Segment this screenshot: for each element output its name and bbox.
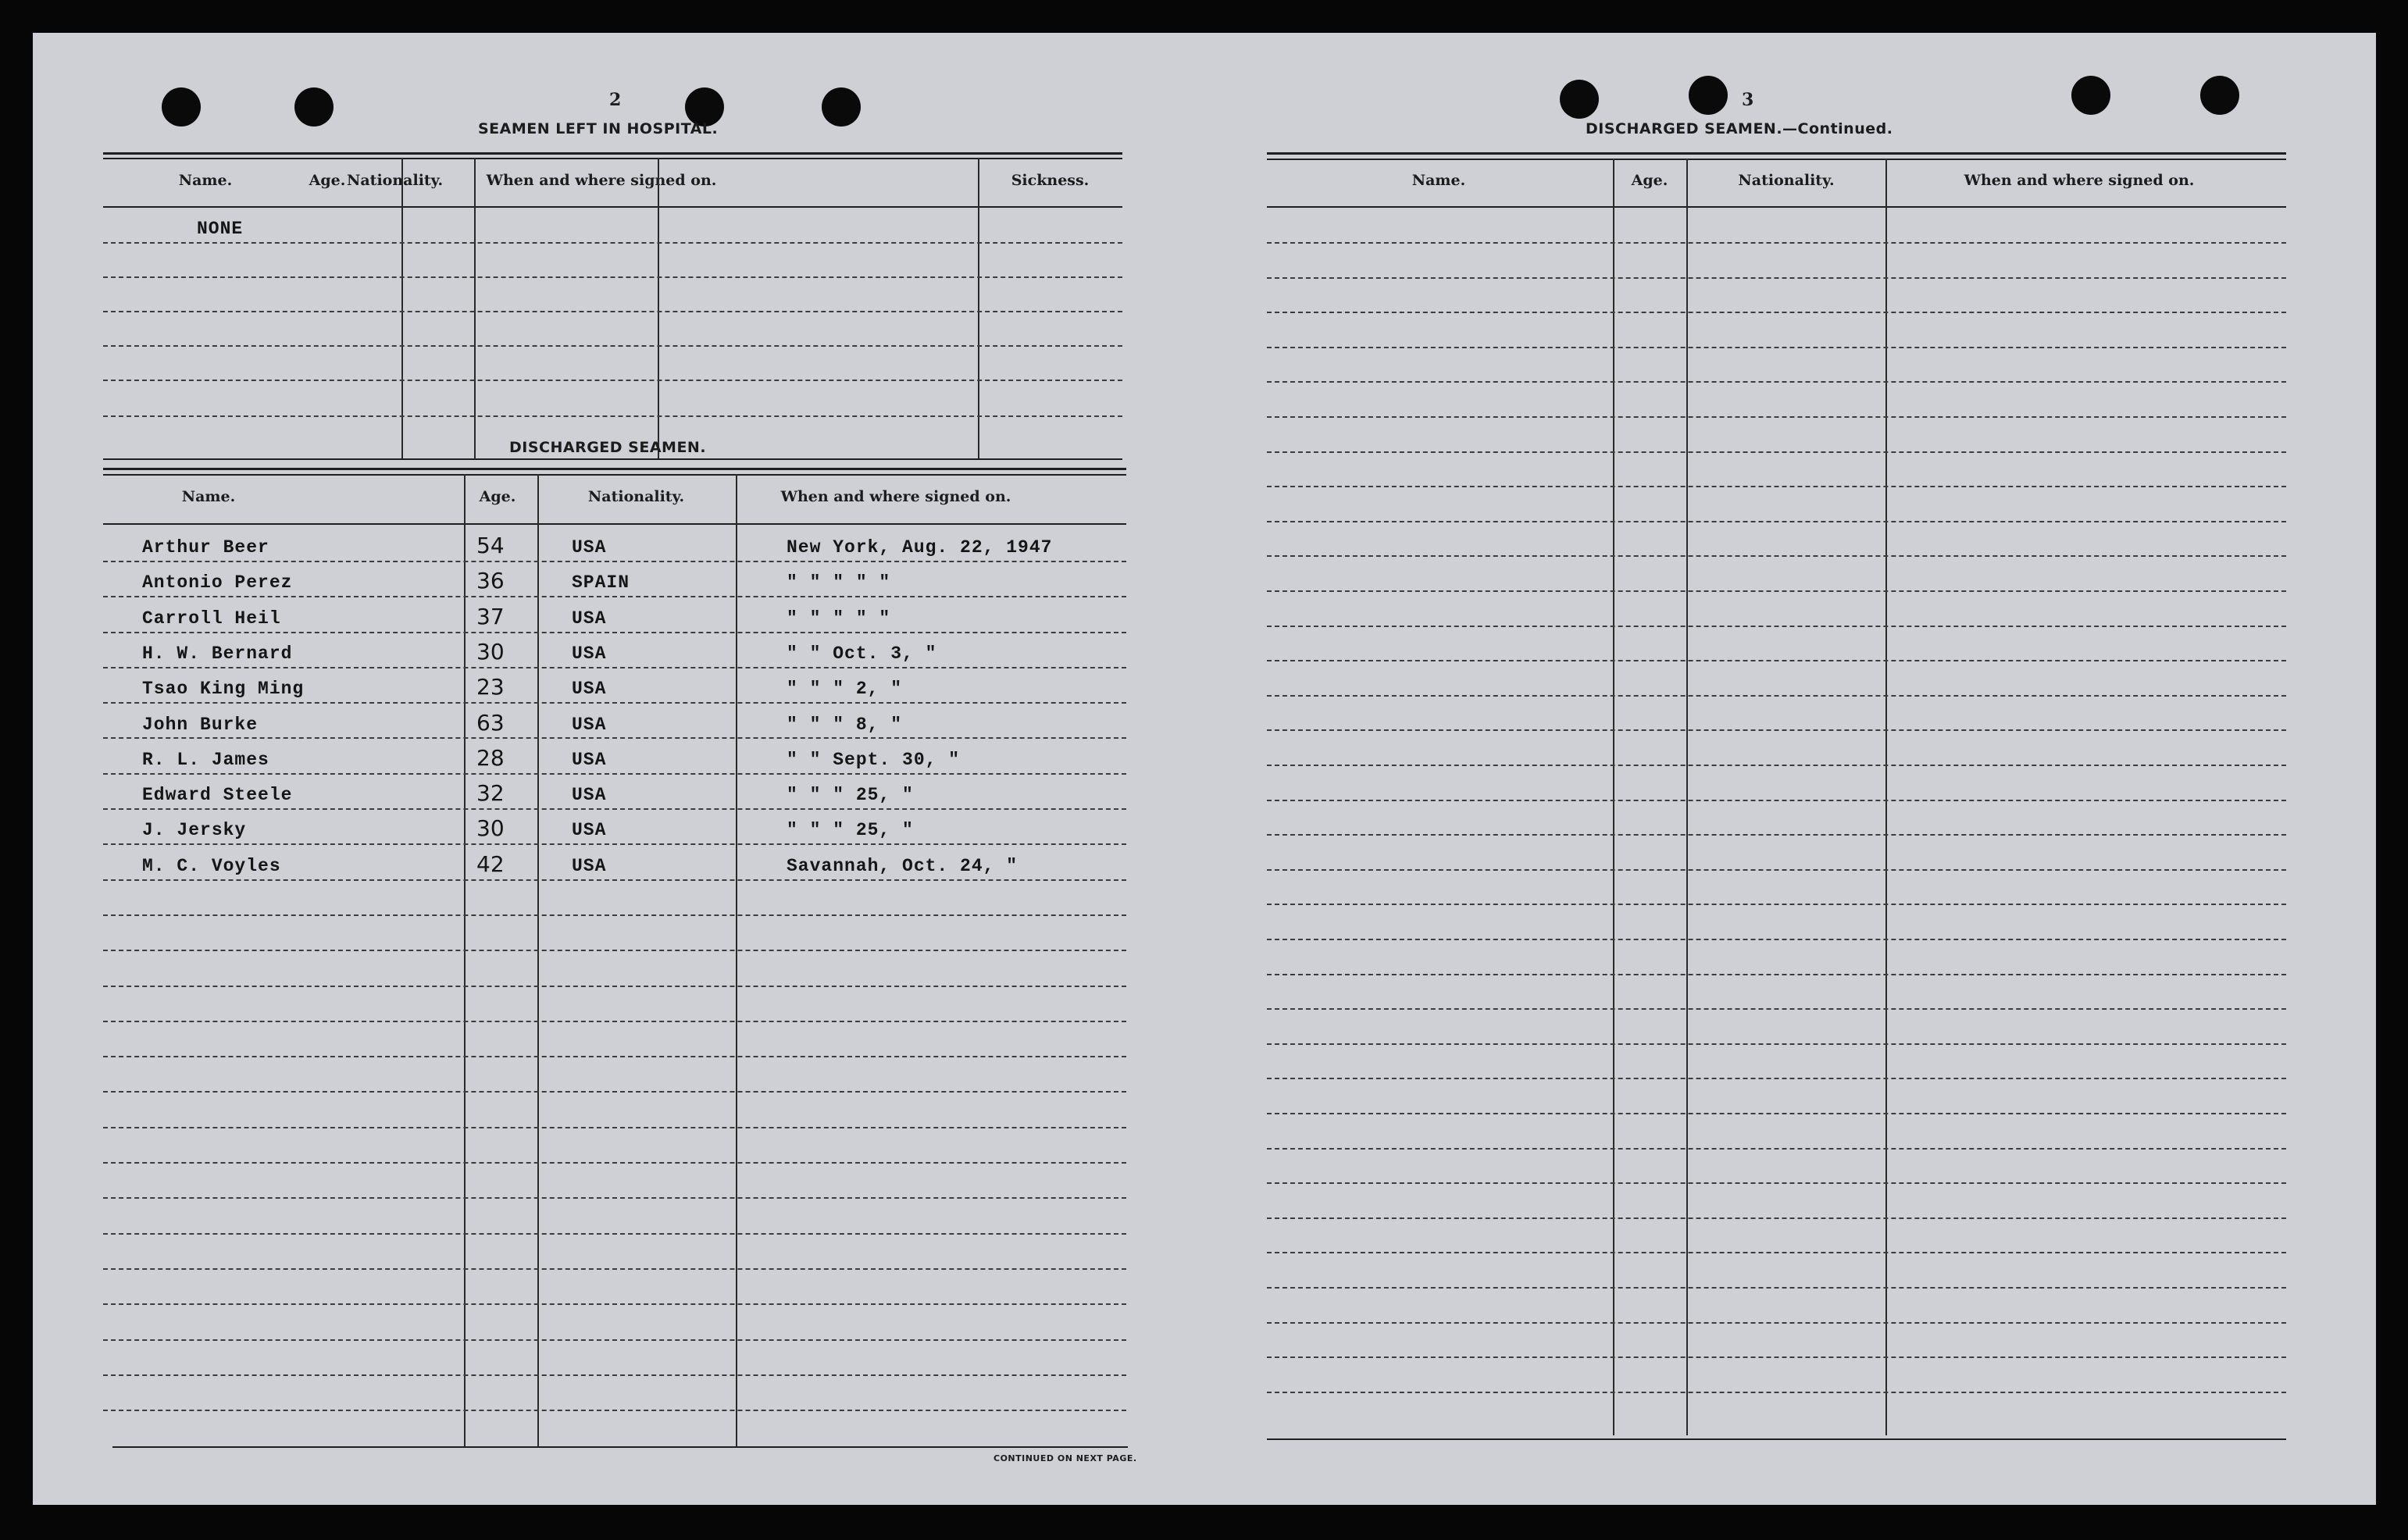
ruled-line: [103, 737, 1126, 739]
seaman-nationality: USA: [572, 643, 607, 664]
discharged-top-rule-2: [103, 474, 1126, 476]
ruled-line: [1267, 660, 2286, 661]
seaman-age: 54: [476, 533, 505, 558]
continued-top-rule-2: [1267, 159, 2286, 160]
col-head-name: Name.: [178, 172, 233, 189]
ruled-line: [103, 879, 1126, 881]
ruled-line: [1267, 1148, 2286, 1150]
seaman-signed-on: " " Oct. 3, ": [787, 643, 937, 664]
seaman-name: Edward Steele: [142, 785, 293, 805]
ruled-line: [103, 1091, 1126, 1093]
ruled-line: [103, 1233, 1126, 1235]
title-main: DISCHARGED SEAMEN.: [1586, 120, 1783, 137]
ruled-line: [103, 1268, 1126, 1270]
ruled-line: [103, 1410, 1126, 1411]
ruled-line: [1267, 1043, 2286, 1045]
ruled-line: [103, 773, 1126, 775]
hospital-col-divider: [978, 158, 979, 458]
hospital-col-divider: [474, 158, 476, 458]
continued-col-signed-on: When and where signed on.: [1964, 172, 2195, 189]
ruled-line: [1267, 1217, 2286, 1219]
ruled-line: [1267, 416, 2286, 418]
ruled-line: [1267, 834, 2286, 836]
seaman-age: 42: [476, 851, 505, 877]
ruled-line: [1267, 1182, 2286, 1184]
ruled-line: [1267, 1356, 2286, 1358]
discharged-col-divider: [464, 474, 466, 1446]
ruled-line: [103, 1339, 1126, 1341]
continued-col-nationality: Nationality.: [1738, 172, 1835, 189]
ruled-line: [1267, 521, 2286, 522]
seaman-age: 63: [476, 710, 505, 736]
ruled-line: [103, 632, 1126, 633]
title-suffix: —Continued.: [1782, 120, 1893, 137]
ruled-line: [1267, 1008, 2286, 1010]
ruled-line: [1267, 486, 2286, 487]
discharged-col-divider: [736, 474, 737, 1446]
ruled-line: [1267, 800, 2286, 801]
continued-top-rule: [1267, 152, 2286, 155]
ruled-line: [103, 843, 1126, 845]
seaman-age: 30: [476, 639, 505, 665]
seaman-age: 30: [476, 815, 505, 841]
ruled-line: [1267, 1287, 2286, 1289]
hospital-section-title: SEAMEN LEFT IN HOSPITAL.: [478, 120, 719, 137]
seaman-nationality: USA: [572, 608, 607, 629]
seaman-signed-on: " " Sept. 30, ": [787, 750, 961, 770]
seaman-signed-on: " " " 2, ": [787, 679, 903, 699]
discharged-col-signed-on: When and where signed on.: [780, 488, 1011, 505]
discharged-col-name: Name.: [181, 488, 236, 505]
discharged-col-divider: [537, 474, 539, 1446]
ruled-line: [103, 950, 1126, 951]
ruled-line: [1267, 974, 2286, 975]
ruled-line: [103, 667, 1126, 668]
hospital-bottom-rule: [103, 458, 1122, 460]
discharged-col-age: Age.: [479, 488, 516, 505]
col-head-sickness: Sickness.: [1011, 172, 1090, 189]
ruled-line: [1267, 347, 2286, 348]
seaman-nationality: USA: [572, 679, 607, 699]
ruled-line: [103, 276, 1122, 278]
ruled-line: [103, 1374, 1126, 1376]
ruled-line: [103, 561, 1126, 562]
seaman-name: Antonio Perez: [142, 572, 293, 593]
right-page: [1267, 33, 2329, 1505]
seaman-nationality: USA: [572, 537, 607, 558]
ruled-line: [103, 914, 1126, 916]
ruled-line: [103, 702, 1126, 704]
ruled-line: [103, 808, 1126, 810]
ruled-line: [103, 596, 1126, 597]
hospital-entry: NONE: [197, 219, 244, 239]
ruled-line: [103, 1056, 1126, 1057]
ruled-line: [103, 311, 1122, 312]
seaman-name: Carroll Heil: [142, 608, 281, 629]
ruled-line: [1267, 242, 2286, 244]
seaman-nationality: USA: [572, 785, 607, 805]
continued-bottom-rule: [1267, 1438, 2286, 1440]
seaman-name: M. C. Voyles: [142, 856, 281, 876]
col-head-age: Age.: [309, 172, 346, 189]
ruled-line: [1267, 869, 2286, 871]
ruled-line: [1267, 381, 2286, 383]
left-page: [103, 33, 1165, 1505]
discharged-top-rule: [103, 468, 1126, 470]
seaman-signed-on: " " " 25, ": [787, 785, 914, 805]
ruled-line: [1267, 1078, 2286, 1079]
continued-col-age: Age.: [1631, 172, 1668, 189]
ruled-line: [1267, 312, 2286, 313]
ruled-line: [103, 1021, 1126, 1022]
ruled-line: [103, 1162, 1126, 1164]
col-head-signed-on: When and where signed on.: [486, 172, 717, 189]
ruled-line: [103, 242, 1122, 244]
discharged-section-title: DISCHARGED SEAMEN.: [509, 439, 707, 456]
ruled-line: [1267, 626, 2286, 627]
hospital-col-divider: [658, 158, 659, 458]
seaman-age: 37: [476, 604, 505, 629]
seaman-signed-on: New York, Aug. 22, 1947: [787, 537, 1053, 558]
seaman-name: Tsao King Ming: [142, 679, 305, 699]
ruled-line: [1267, 1252, 2286, 1253]
ruled-line: [103, 345, 1122, 347]
ruled-line: [103, 1197, 1126, 1199]
seaman-age: 28: [476, 745, 505, 771]
hospital-top-rule-2: [103, 158, 1122, 159]
ruled-line: [103, 415, 1122, 417]
col-head-nationality: Nationality.: [347, 172, 444, 189]
discharged-continued-title: [1586, 120, 1893, 137]
discharged-col-nationality: Nationality.: [587, 488, 685, 505]
continued-col-divider: [1686, 159, 1688, 1435]
ruled-line: [1267, 1392, 2286, 1393]
seaman-nationality: USA: [572, 820, 607, 840]
continued-col-divider: [1885, 159, 1887, 1435]
seaman-age: 36: [476, 568, 505, 594]
ruled-line: [1267, 1322, 2286, 1324]
seaman-nationality: USA: [572, 750, 607, 770]
seaman-name: J. Jersky: [142, 820, 247, 840]
ruled-line: [1267, 765, 2286, 766]
ruled-line: [1267, 729, 2286, 731]
ruled-line: [1267, 1113, 2286, 1114]
ruled-line: [103, 380, 1122, 381]
ruled-line: [103, 986, 1126, 987]
ruled-line: [1267, 451, 2286, 453]
page-number: 3: [1742, 90, 1754, 110]
seaman-signed-on: " " " 25, ": [787, 820, 914, 840]
ruled-line: [1267, 277, 2286, 279]
seaman-nationality: USA: [572, 856, 607, 876]
continued-col-name: Name.: [1411, 172, 1466, 189]
ruled-line: [1267, 904, 2286, 905]
discharged-header-rule: [103, 523, 1126, 525]
document-sheet: [33, 33, 2376, 1505]
ruled-line: [1267, 555, 2286, 557]
ruled-line: [1267, 695, 2286, 697]
seaman-age: 23: [476, 674, 505, 700]
seaman-nationality: SPAIN: [572, 572, 630, 593]
ruled-line: [1267, 590, 2286, 592]
hospital-top-rule: [103, 152, 1122, 155]
ruled-line: [1267, 939, 2286, 940]
seaman-name: John Burke: [142, 715, 259, 735]
ruled-line: [103, 1127, 1126, 1128]
seaman-signed-on: " " " " ": [787, 572, 891, 593]
page-number: 2: [609, 90, 622, 110]
seaman-name: H. W. Bernard: [142, 643, 293, 664]
continued-note: CONTINUED ON NEXT PAGE.: [994, 1453, 1137, 1463]
seaman-nationality: USA: [572, 715, 607, 735]
seaman-signed-on: " " " 8, ": [787, 715, 903, 735]
seaman-name: Arthur Beer: [142, 537, 269, 558]
seaman-signed-on: " " " " ": [787, 608, 891, 629]
seaman-name: R. L. James: [142, 750, 269, 770]
continued-header-rule: [1267, 206, 2286, 208]
seaman-age: 32: [476, 780, 505, 806]
hospital-header-rule: [103, 206, 1122, 208]
hospital-col-divider: [401, 158, 403, 458]
discharged-bottom-rule: [112, 1446, 1128, 1448]
ruled-line: [103, 1303, 1126, 1305]
seaman-signed-on: Savannah, Oct. 24, ": [787, 856, 1018, 876]
continued-col-divider: [1613, 159, 1614, 1435]
